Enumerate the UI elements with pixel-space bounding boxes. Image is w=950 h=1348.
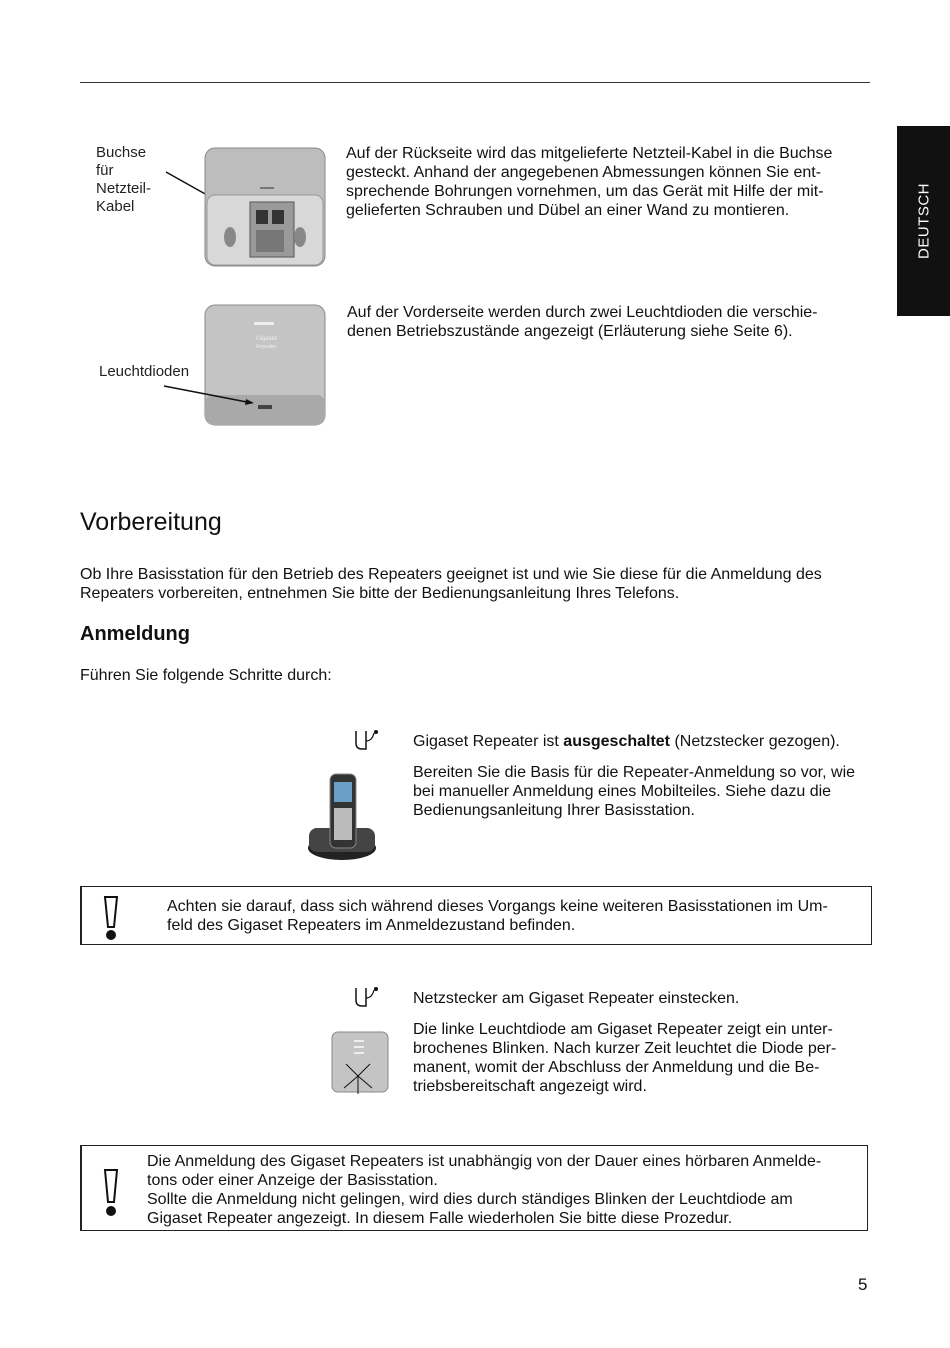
- text-line: bei manueller Anmeldung eines Mobilteiles. Siehe dazu die: [413, 783, 832, 800]
- text-line: Ob Ihre Basisstation für den Betrieb des Repeaters geeignet ist und wie Sie diese für die Anmeldung des: [80, 566, 822, 583]
- exclamation-icon: [102, 895, 120, 941]
- step2-action: Netzstecker am Gigaset Repeater einstecken.: [413, 990, 740, 1007]
- text-line: triebsbereitschaft angezeigt wird.: [413, 1078, 647, 1095]
- text-line: Die Anmeldung des Gigaset Repeaters ist unabhängig von der Dauer eines hörbaren Anmelde-: [147, 1153, 822, 1170]
- front-side-text: [347, 303, 818, 341]
- language-tab-label: DEUTSCH: [915, 182, 932, 260]
- power-plug-icon: [352, 984, 382, 1010]
- text-line: Repeaters vorbereiten, entnehmen Sie bitte der Bedienungsanleitung Ihres Telefons.: [80, 585, 680, 602]
- section-intro: [80, 565, 822, 603]
- back-side-text: [346, 144, 832, 220]
- socket-label-line: Buchse: [96, 144, 147, 161]
- text-line: Auf der Rückseite wird das mitgelieferte Netzteil-Kabel in die Buchse: [346, 145, 833, 162]
- note-text: [147, 1152, 821, 1228]
- text-line: feld des Gigaset Repeaters im Anmeldezustand befinden.: [167, 917, 576, 934]
- text-line: Achten sie darauf, dass sich während dieses Vorgangs keine weiteren Basisstationen im Um-: [167, 898, 828, 915]
- power-plug-icon: [352, 727, 382, 753]
- text-line: gesteckt. Anhand der angegebenen Abmessungen können Sie ent-: [346, 164, 822, 181]
- subsection-intro: Führen Sie folgende Schritte durch:: [80, 667, 332, 684]
- page-number: 5: [858, 1275, 868, 1294]
- device-brand-text: Gigaset: [256, 336, 277, 342]
- section-title: Vorbereitung: [80, 508, 222, 536]
- text-line: gelieferten Schrauben und Dübel an einer Wand zu montieren.: [346, 202, 790, 219]
- text-line: Sollte die Anmeldung nicht gelingen, wird dies durch ständiges Blinken der Leuchtdiode am: [147, 1191, 793, 1208]
- repeater-back-image: [160, 140, 335, 272]
- text-line: brochenes Blinken. Nach kurzer Zeit leuchtet die Diode per-: [413, 1040, 837, 1057]
- note-text: [167, 897, 828, 935]
- text-line: manent, womit der Abschluss der Anmeldung und die Be-: [413, 1059, 820, 1076]
- text-line: Die linke Leuchtdiode am Gigaset Repeater zeigt ein unter-: [413, 1021, 833, 1038]
- text-line: Bedienungsanleitung Ihrer Basisstation.: [413, 802, 695, 819]
- step1-status-text: Gigaset Repeater ist: [413, 733, 564, 750]
- text-line: sprechende Bohrungen vornehmen, um das Gerät mit Hilfe der mit-: [346, 183, 824, 200]
- step1-status-bold: ausgeschaltet: [563, 733, 671, 750]
- socket-label-line: Netzteil-: [96, 180, 152, 197]
- text-line: Bereiten Sie die Basis für die Repeater-Anmeldung so vor, wie: [413, 764, 856, 781]
- phone-handset-image: [305, 770, 377, 862]
- exclamation-icon: [102, 1168, 120, 1218]
- language-tab: [897, 126, 950, 316]
- text-line: Auf der Vorderseite werden durch zwei Leuchtdioden die verschie-: [347, 304, 818, 321]
- note-box: [80, 1145, 868, 1231]
- step2-description: [413, 1020, 836, 1096]
- step1-status: [413, 732, 840, 751]
- device-model-text: Repeater: [256, 344, 277, 350]
- step1-status-text: (Netzstecker gezogen).: [670, 733, 840, 750]
- text-line: tons oder einer Anzeige der Basisstation.: [147, 1172, 438, 1189]
- socket-label-line: Kabel: [96, 198, 135, 215]
- socket-label-line: für: [96, 162, 114, 179]
- header-rule: [80, 82, 870, 83]
- text-line: denen Betriebszustände angezeigt (Erläuterung siehe Seite 6).: [347, 323, 793, 340]
- text-line: Gigaset Repeater angezeigt. In diesem Falle wiederholen Sie bitte diese Prozedur.: [147, 1210, 733, 1227]
- led-label: Leuchtdioden: [99, 363, 190, 380]
- socket-label: [96, 144, 151, 216]
- note-box: [80, 886, 872, 945]
- step1-description: [413, 763, 855, 820]
- repeater-blinking-image: [328, 1030, 392, 1098]
- subsection-title: Anmeldung: [80, 623, 190, 645]
